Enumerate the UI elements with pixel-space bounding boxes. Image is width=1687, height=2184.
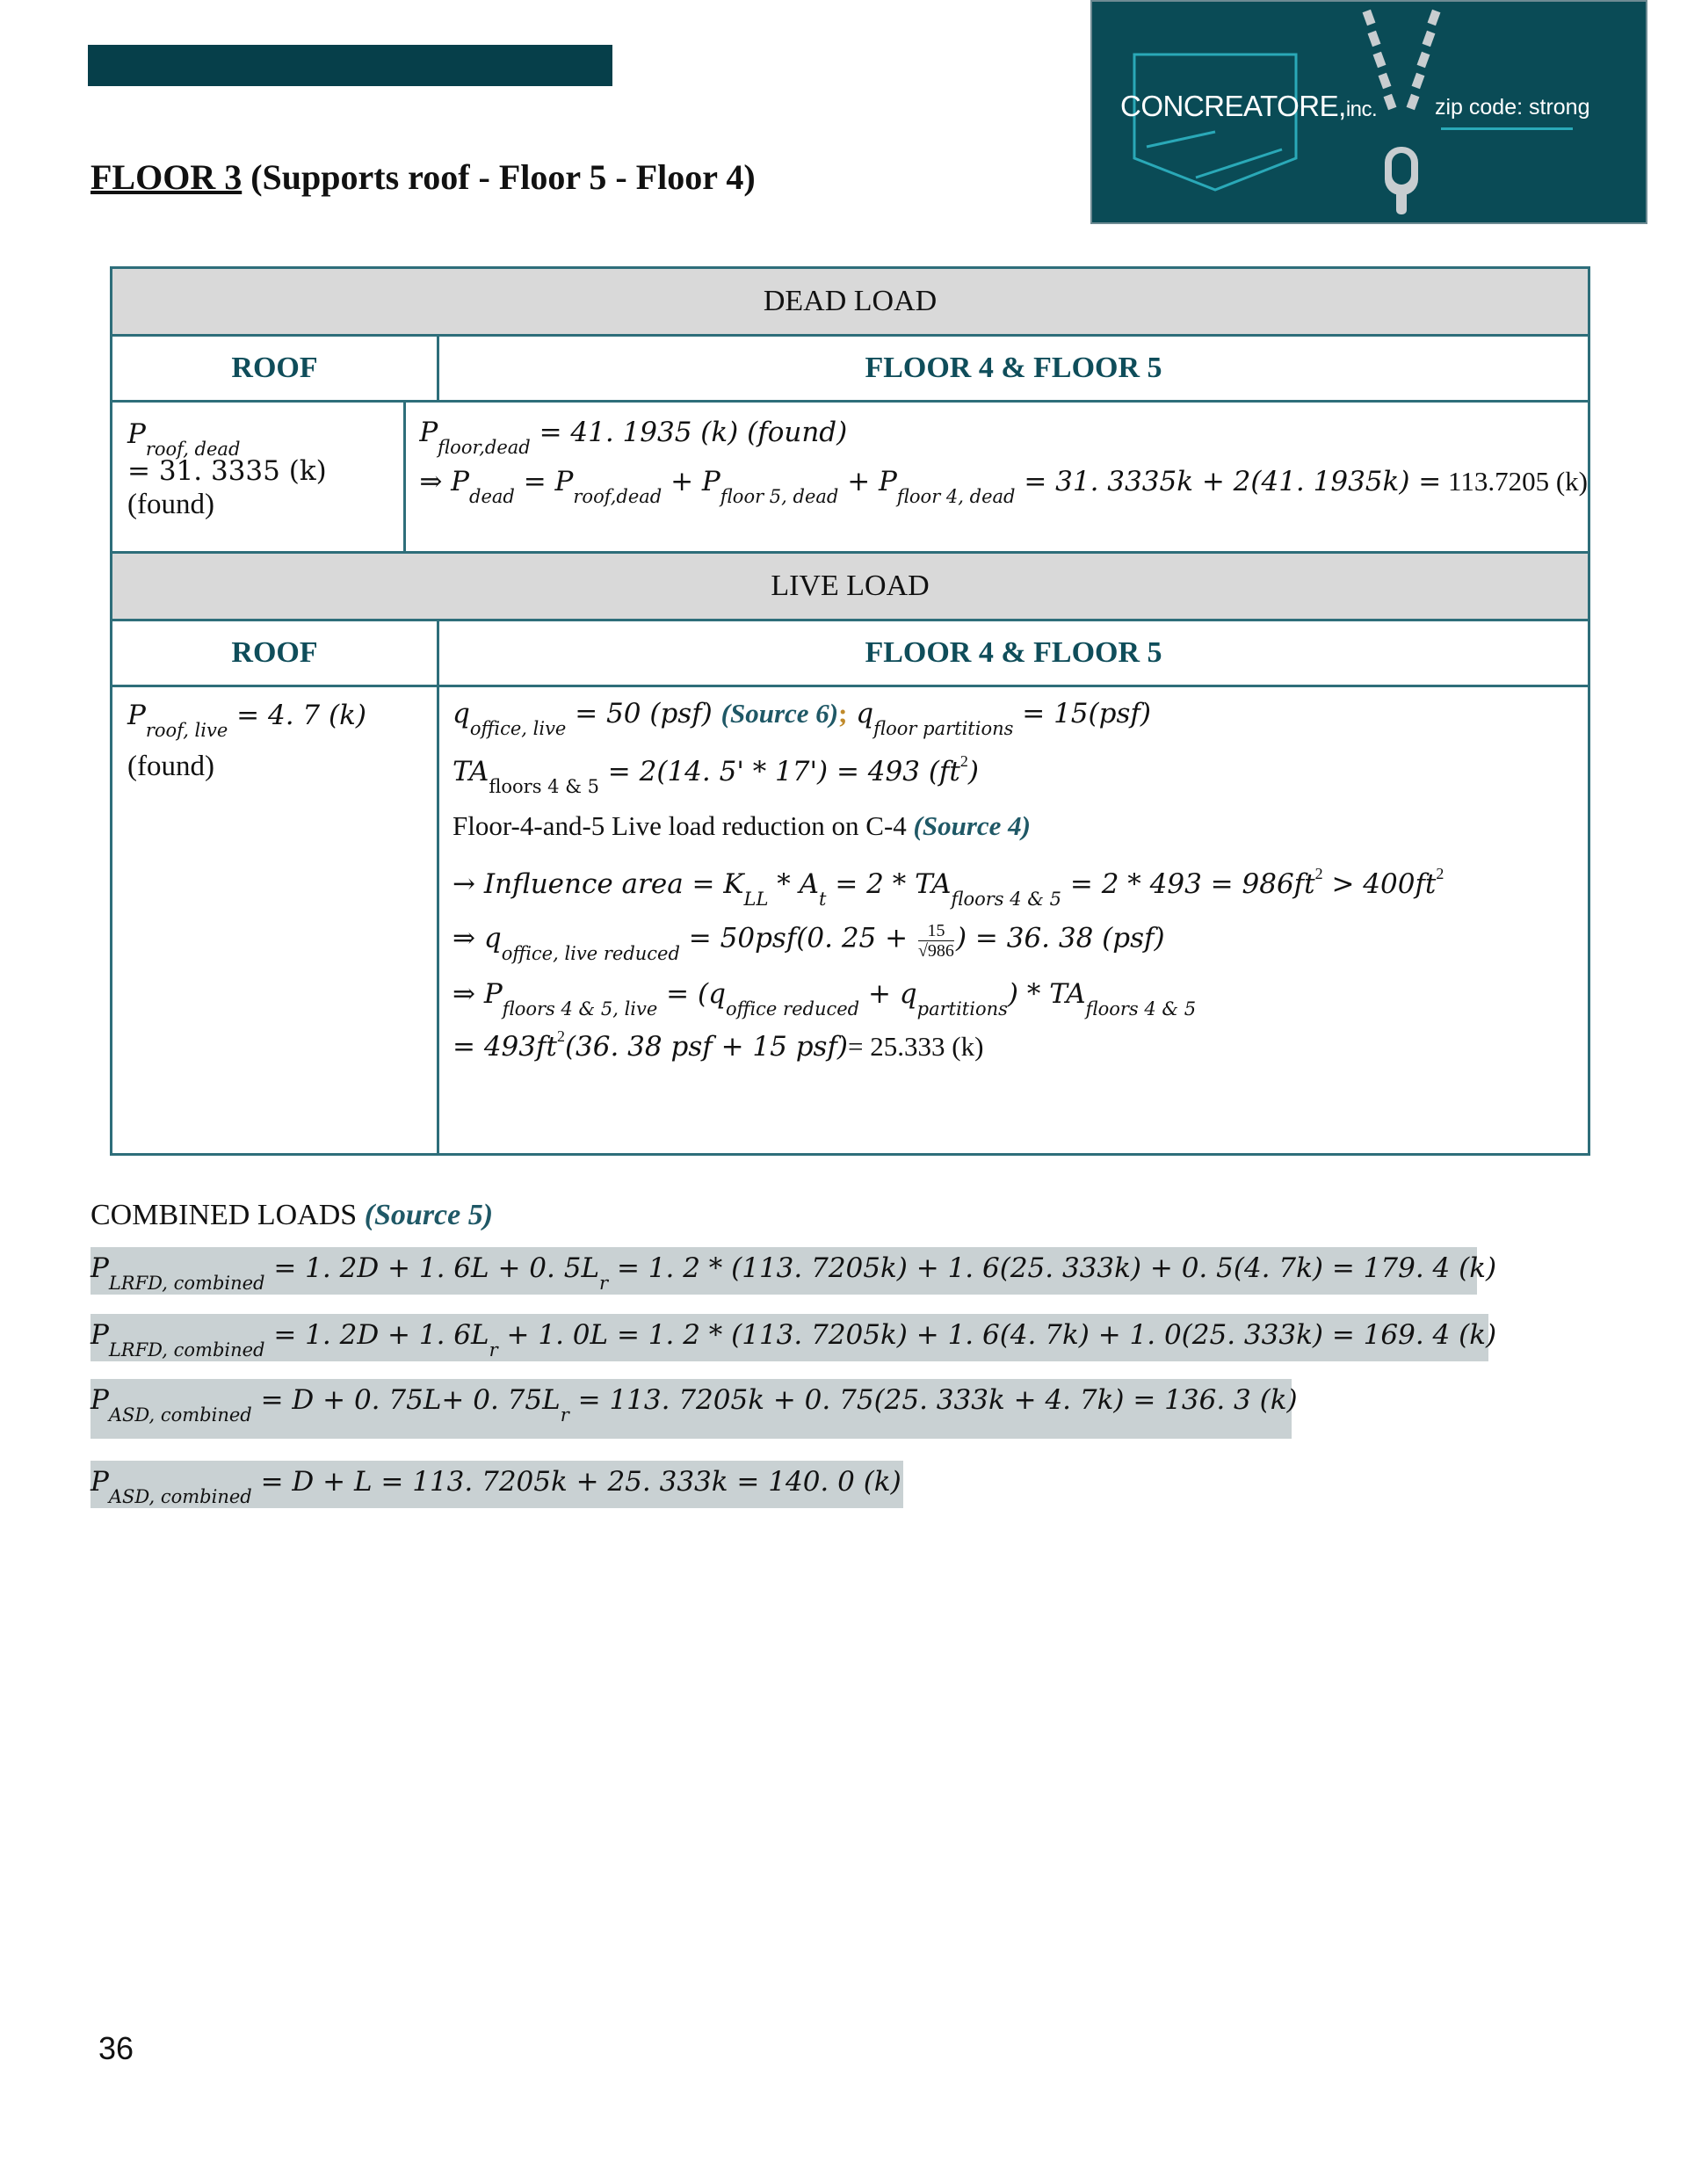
live-influence-line: → Influence area = $K_{LL} * A_t = 2 * TA_{floors 4 \& 5} = 2 * 493 = 986ft^2 > 400ft^2$ <box>453 865 1444 910</box>
live-result-line: = $493ft^2(36$. 38 psf + 15 psf)= 25.333 (k) <box>453 1027 984 1063</box>
live-q-line: $q_{office, live} = 50$ (psf) (Source 6); $q_{floor partitions} = 15(psf)$ <box>453 698 1151 739</box>
live-load-header-row <box>112 621 1588 687</box>
dead-load-band-row <box>112 269 1588 337</box>
live-load-band: LIVE LOAD <box>112 554 1588 619</box>
live-roof-cell: $P_{roof, live} = 4$. 7 (k) (found) <box>112 687 439 1153</box>
dead-floors-cell <box>406 403 1588 551</box>
sqrt-fraction: $\frac{15}{√986}$ <box>917 921 954 961</box>
live-reduction-line: Floor-4-and-5 Live load reduction on C-4 (Source 4) <box>453 810 1032 841</box>
dead-roof-cell: $P_{roof, dead}$ = 31. 3335 (k) (found) <box>112 403 406 551</box>
title-subtitle: (Supports roof - Floor 5 - Floor 4) <box>250 157 756 197</box>
live-load-band-row <box>112 554 1588 621</box>
combo-lrfd-1: $P_{LRFD, combined} = 1$. 2D + 1. 6L + 0. $5L_r = 1$. 2 * (113. 7205k) + 1. 6(25. 333k) + 0. 5(4. 7k) = 179. 4 (k) <box>91 1247 1477 1295</box>
company-logo <box>1090 0 1647 224</box>
dead-total-eq: ⇒ $P_{dead} = P_{roof,dead} + P_{floor 5, dead} + P_{floor 4, dead} = 31$. 3335k + 2(41. 1935k) = 113.7205 (k) <box>419 466 1588 507</box>
live-col-roof: ROOF <box>112 621 439 685</box>
combined-loads-title: COMBINED LOADS (Source 5) <box>91 1199 494 1231</box>
combo-asd-2: $P_{ASD, combined} = D + L = 113$. 7205k + 25. 333k = 140. 0 (k) <box>91 1461 903 1508</box>
logo-tagline-underline <box>1441 127 1573 130</box>
dead-floor-eq: $P_{floor,dead} = 41$. 1935 (k) (found) <box>419 417 848 458</box>
load-table <box>110 266 1590 1156</box>
dead-col-floors: FLOOR 4 & FLOOR 5 <box>865 352 1162 384</box>
live-ta-line: $TA_{floors 4 \& 5} = 2(14$. 5' * 17') = 493 $(ft^2)$ <box>453 752 979 797</box>
live-load-body-row <box>112 687 1588 1153</box>
live-col-floors: FLOOR 4 & FLOOR 5 <box>865 636 1162 669</box>
combo-asd-1: $P_{ASD, combined} = D + 0$. 75L+ 0. $75L_r = 113$. 7205k + 0. 75(25. 333k + 4. 7k) = 136. 3 (k) <box>91 1379 1292 1439</box>
logo-tagline: zip code: strong <box>1435 95 1590 120</box>
combo-lrfd-2: $P_{LRFD, combined} = 1$. 2D + 1. $6L_r + 1$. 0L = 1. 2 * (113. 7205k) + 1. 6(4. 7k) + 1. 0(25. 333k) = 169. 4 (k) <box>91 1314 1488 1361</box>
live-floors-cell <box>439 687 1588 1153</box>
title-floor: FLOOR 3 <box>91 157 243 197</box>
dead-load-header-row <box>112 337 1588 403</box>
live-reduced-q-line: ⇒ $q_{office, live reduced} = 50psf(0$. 25 + $\frac{15}{√986}$ ) = 36. 38 (psf) <box>453 921 1165 964</box>
dead-load-body-row <box>112 403 1588 554</box>
page-number: 36 <box>98 2030 134 2066</box>
dead-col-roof: ROOF <box>112 337 439 400</box>
page-title <box>91 156 756 198</box>
dead-load-band: DEAD LOAD <box>112 269 1588 334</box>
logo-brand: CONCREATORE,inc. <box>1120 90 1378 122</box>
live-p-line: ⇒ $P_{floors 4 \& 5, live} = (q_{office reduced} + q_{partitions}) * TA_{floors 4 \& 5}$ <box>453 978 1197 1019</box>
header-bar <box>88 45 612 86</box>
